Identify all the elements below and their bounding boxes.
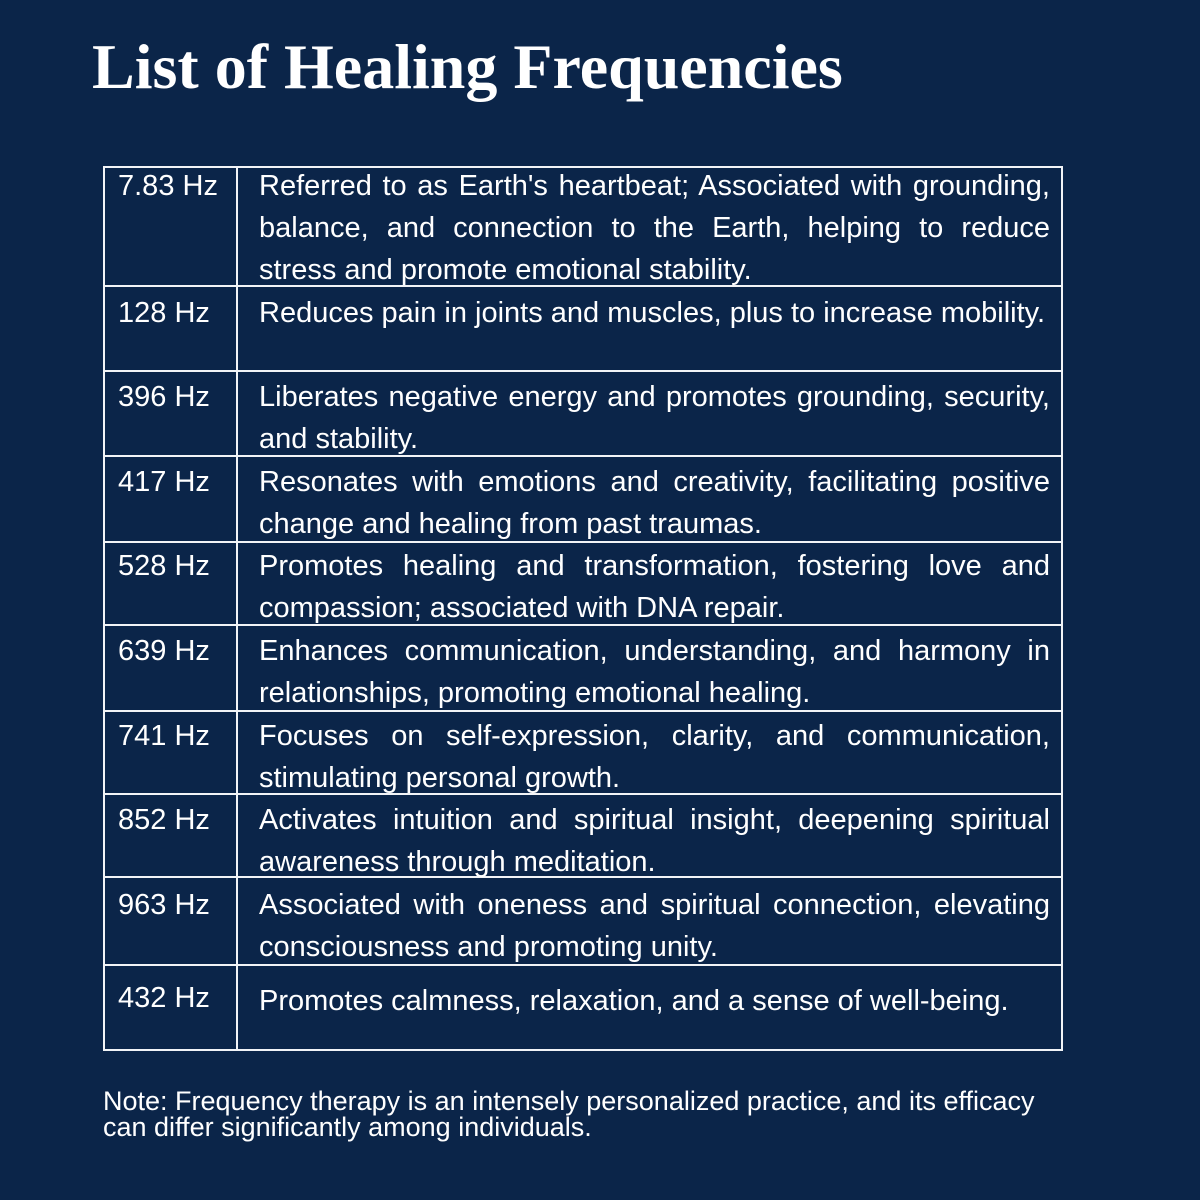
frequency-value: 417 Hz	[118, 466, 210, 498]
frequency-description: Associated with oneness and spiritual connection, elevating consciousness and promoting unity.	[259, 889, 1050, 963]
frequency-cell	[105, 168, 238, 285]
frequency-cell	[105, 287, 238, 370]
frequency-value: 963 Hz	[118, 889, 210, 921]
table-row	[105, 168, 1061, 287]
frequency-description: Liberates negative energy and promotes grounding, security, and stability.	[259, 381, 1050, 455]
frequency-description: Promotes healing and transformation, fostering love and compassion; associated with DNA repair.	[259, 550, 1050, 624]
frequency-value: 432 Hz	[118, 982, 210, 1014]
frequency-value: 741 Hz	[118, 720, 210, 752]
frequency-value: 639 Hz	[118, 635, 210, 667]
frequency-cell	[105, 878, 238, 964]
description-cell	[238, 878, 1061, 964]
frequency-table	[103, 166, 1063, 1051]
table-row	[105, 878, 1061, 966]
description-cell	[238, 712, 1061, 793]
frequency-cell	[105, 795, 238, 876]
frequency-value: 7.83 Hz	[118, 170, 218, 202]
description-cell	[238, 626, 1061, 710]
frequency-value: 396 Hz	[118, 381, 210, 413]
frequency-cell	[105, 543, 238, 624]
note-text: Note: Frequency therapy is an intensely personalized practice, and its efficacy can differ significantly among individuals.	[103, 1086, 1035, 1142]
frequency-description: Activates intuition and spiritual insight, deepening spiritual awareness through meditation.	[259, 804, 1050, 878]
description-cell	[238, 543, 1061, 624]
frequency-cell	[105, 457, 238, 541]
frequency-description: Reduces pain in joints and muscles, plus to increase mobility.	[259, 297, 1046, 329]
description-cell	[238, 457, 1061, 541]
frequency-description: Resonates with emotions and creativity, facilitating positive change and healing from past traumas.	[259, 466, 1050, 540]
frequency-value: 852 Hz	[118, 804, 210, 836]
description-cell	[238, 287, 1061, 370]
frequency-description: Focuses on self-expression, clarity, and communication, stimulating personal growth.	[259, 720, 1050, 794]
description-cell	[238, 168, 1061, 285]
table-row	[105, 287, 1061, 372]
frequency-cell	[105, 626, 238, 710]
frequency-description: Enhances communication, understanding, and harmony in relationships, promoting emotional healing.	[259, 635, 1050, 709]
table-row	[105, 543, 1061, 626]
frequency-description: Promotes calmness, relaxation, and a sense of well-being.	[259, 985, 1009, 1017]
frequency-description: Referred to as Earth's heartbeat; Associated with grounding, balance, and connection to the Earth, helping to reduce stress and promote emotional stability.	[259, 170, 1050, 286]
frequency-value: 128 Hz	[118, 297, 210, 329]
table-row	[105, 712, 1061, 795]
table-row	[105, 372, 1061, 457]
description-cell	[238, 372, 1061, 455]
description-cell	[238, 966, 1061, 1049]
description-cell	[238, 795, 1061, 876]
page-title: List of Healing Frequencies	[92, 31, 843, 102]
frequency-cell	[105, 966, 238, 1049]
frequency-value: 528 Hz	[118, 550, 210, 582]
frequency-cell	[105, 372, 238, 455]
table-row	[105, 966, 1061, 1051]
table-row	[105, 457, 1061, 543]
table-row	[105, 626, 1061, 712]
table-row	[105, 795, 1061, 878]
frequency-cell	[105, 712, 238, 793]
